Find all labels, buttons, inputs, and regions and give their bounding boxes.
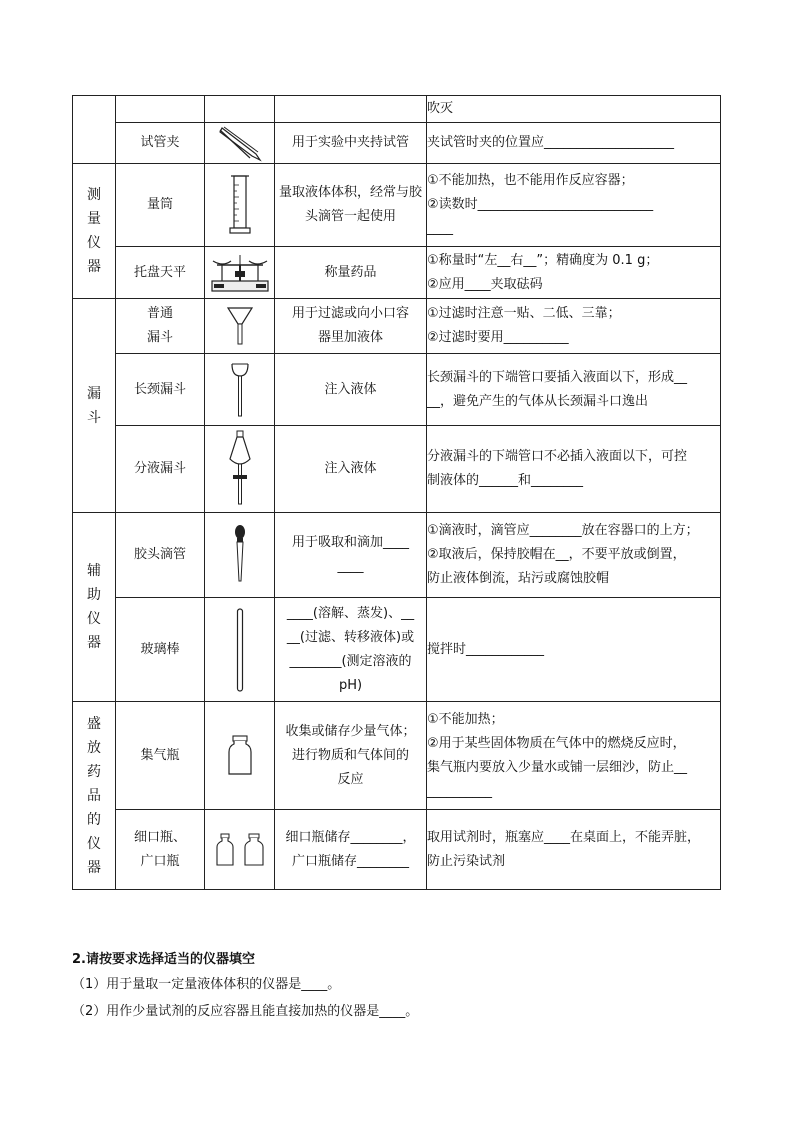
note-cell: ①滴液时，滴管应________放在容器口的上方； ②取液后，保持胶帽在__，不要平放或倒置， 防止液体倒流，玷污或腐蚀胶帽 — [427, 513, 721, 598]
note-cell: 分液漏斗的下端管口不必插入液面以下，可控 制液体的______和________ — [427, 426, 721, 513]
table-row — [73, 299, 721, 354]
separatory-funnel-icon — [205, 426, 275, 513]
instrument-name: 长颈漏斗 — [116, 354, 205, 426]
note-cell: 吹灭 — [427, 96, 721, 123]
instrument-name: 玻璃棒 — [116, 598, 205, 702]
note-cell: 长颈漏斗的下端管口要插入液面以下，形成__ __，避免产生的气体从长颈漏斗口逸出 — [427, 354, 721, 426]
table-row — [73, 598, 721, 702]
balance-icon — [205, 247, 275, 299]
table-row — [73, 810, 721, 890]
category-funnel: 漏 斗 — [73, 299, 116, 513]
note-cell: ①过滤时注意一贴、二低、三靠； ②过滤时要用__________ — [427, 299, 721, 354]
funnel-icon — [205, 299, 275, 354]
reagent-bottles-icon — [205, 810, 275, 890]
instrument-table — [72, 95, 721, 890]
question-title: 2.请按要求选择适当的仪器填空 — [72, 952, 255, 967]
use-cell: 注入液体 — [275, 354, 427, 426]
use-cell-empty — [275, 96, 427, 123]
table-row — [73, 513, 721, 598]
note-cell: 夹试管时夹的位置应____________________ — [427, 123, 721, 164]
instrument-name: 试管夹 — [116, 123, 205, 164]
use-cell: 收集或储存少量气体； 进行物质和气体间的 反应 — [275, 702, 427, 810]
category-measuring: 测 量 仪 器 — [73, 164, 116, 299]
use-cell: ____(溶解、蒸发)、__ __(过滤、转移液体)或 ________(测定溶液的 pH) — [275, 598, 427, 702]
instrument-name: 细口瓶、 广口瓶 — [116, 810, 205, 890]
use-cell: 注入液体 — [275, 426, 427, 513]
instrument-name: 集气瓶 — [116, 702, 205, 810]
instrument-name: 量筒 — [116, 164, 205, 247]
table-row — [73, 123, 721, 164]
table-row — [73, 702, 721, 810]
note-cell: ①不能加热； ②用于某些固体物质在气体中的燃烧反应时， 集气瓶内要放入少量水或铺一层细沙，防止__ __________ — [427, 702, 721, 810]
question-1: （1）用于量取一定量液体体积的仪器是____。 — [72, 977, 341, 992]
note-cell: ①不能加热，也不能用作反应容器； ②读数时___________________________ ____ — [427, 164, 721, 247]
table-row — [73, 164, 721, 247]
category-storage: 盛 放 药 品 的 仪 器 — [73, 702, 116, 890]
use-cell: 细口瓶储存________， 广口瓶储存________ — [275, 810, 427, 890]
category-cell-empty — [73, 96, 116, 164]
gas-jar-icon — [205, 702, 275, 810]
table-row — [73, 247, 721, 299]
question-2: （2）用作少量试剂的反应容器且能直接加热的仪器是____。 — [72, 1004, 419, 1019]
measuring-cylinder-icon — [205, 164, 275, 247]
note-cell: 取用试剂时，瓶塞应____在桌面上，不能弄脏， 防止污染试剂 — [427, 810, 721, 890]
table-row — [73, 426, 721, 513]
test-tube-clamp-icon — [205, 123, 275, 164]
pic-cell-empty — [205, 96, 275, 123]
use-cell: 用于实验中夹持试管 — [275, 123, 427, 164]
instrument-name: 托盘天平 — [116, 247, 205, 299]
instrument-name: 胶头滴管 — [116, 513, 205, 598]
long-neck-funnel-icon — [205, 354, 275, 426]
use-cell: 用于过滤或向小口容 器里加液体 — [275, 299, 427, 354]
use-cell: 用于吸取和滴加____ ____ — [275, 513, 427, 598]
use-cell: 量取液体体积，经常与胶头滴管一起使用 — [275, 164, 427, 247]
dropper-icon — [205, 513, 275, 598]
name-cell-empty — [116, 96, 205, 123]
use-cell: 称量药品 — [275, 247, 427, 299]
note-cell: ①称量时“左__右__”；精确度为 0.1 g； ②应用____夹取砝码 — [427, 247, 721, 299]
table-row — [73, 354, 721, 426]
category-auxiliary: 辅 助 仪 器 — [73, 513, 116, 702]
note-cell: 搅拌时____________ — [427, 598, 721, 702]
instrument-name: 普通 漏斗 — [116, 299, 205, 354]
table-row — [73, 96, 721, 123]
glass-rod-icon — [205, 598, 275, 702]
instrument-name: 分液漏斗 — [116, 426, 205, 513]
